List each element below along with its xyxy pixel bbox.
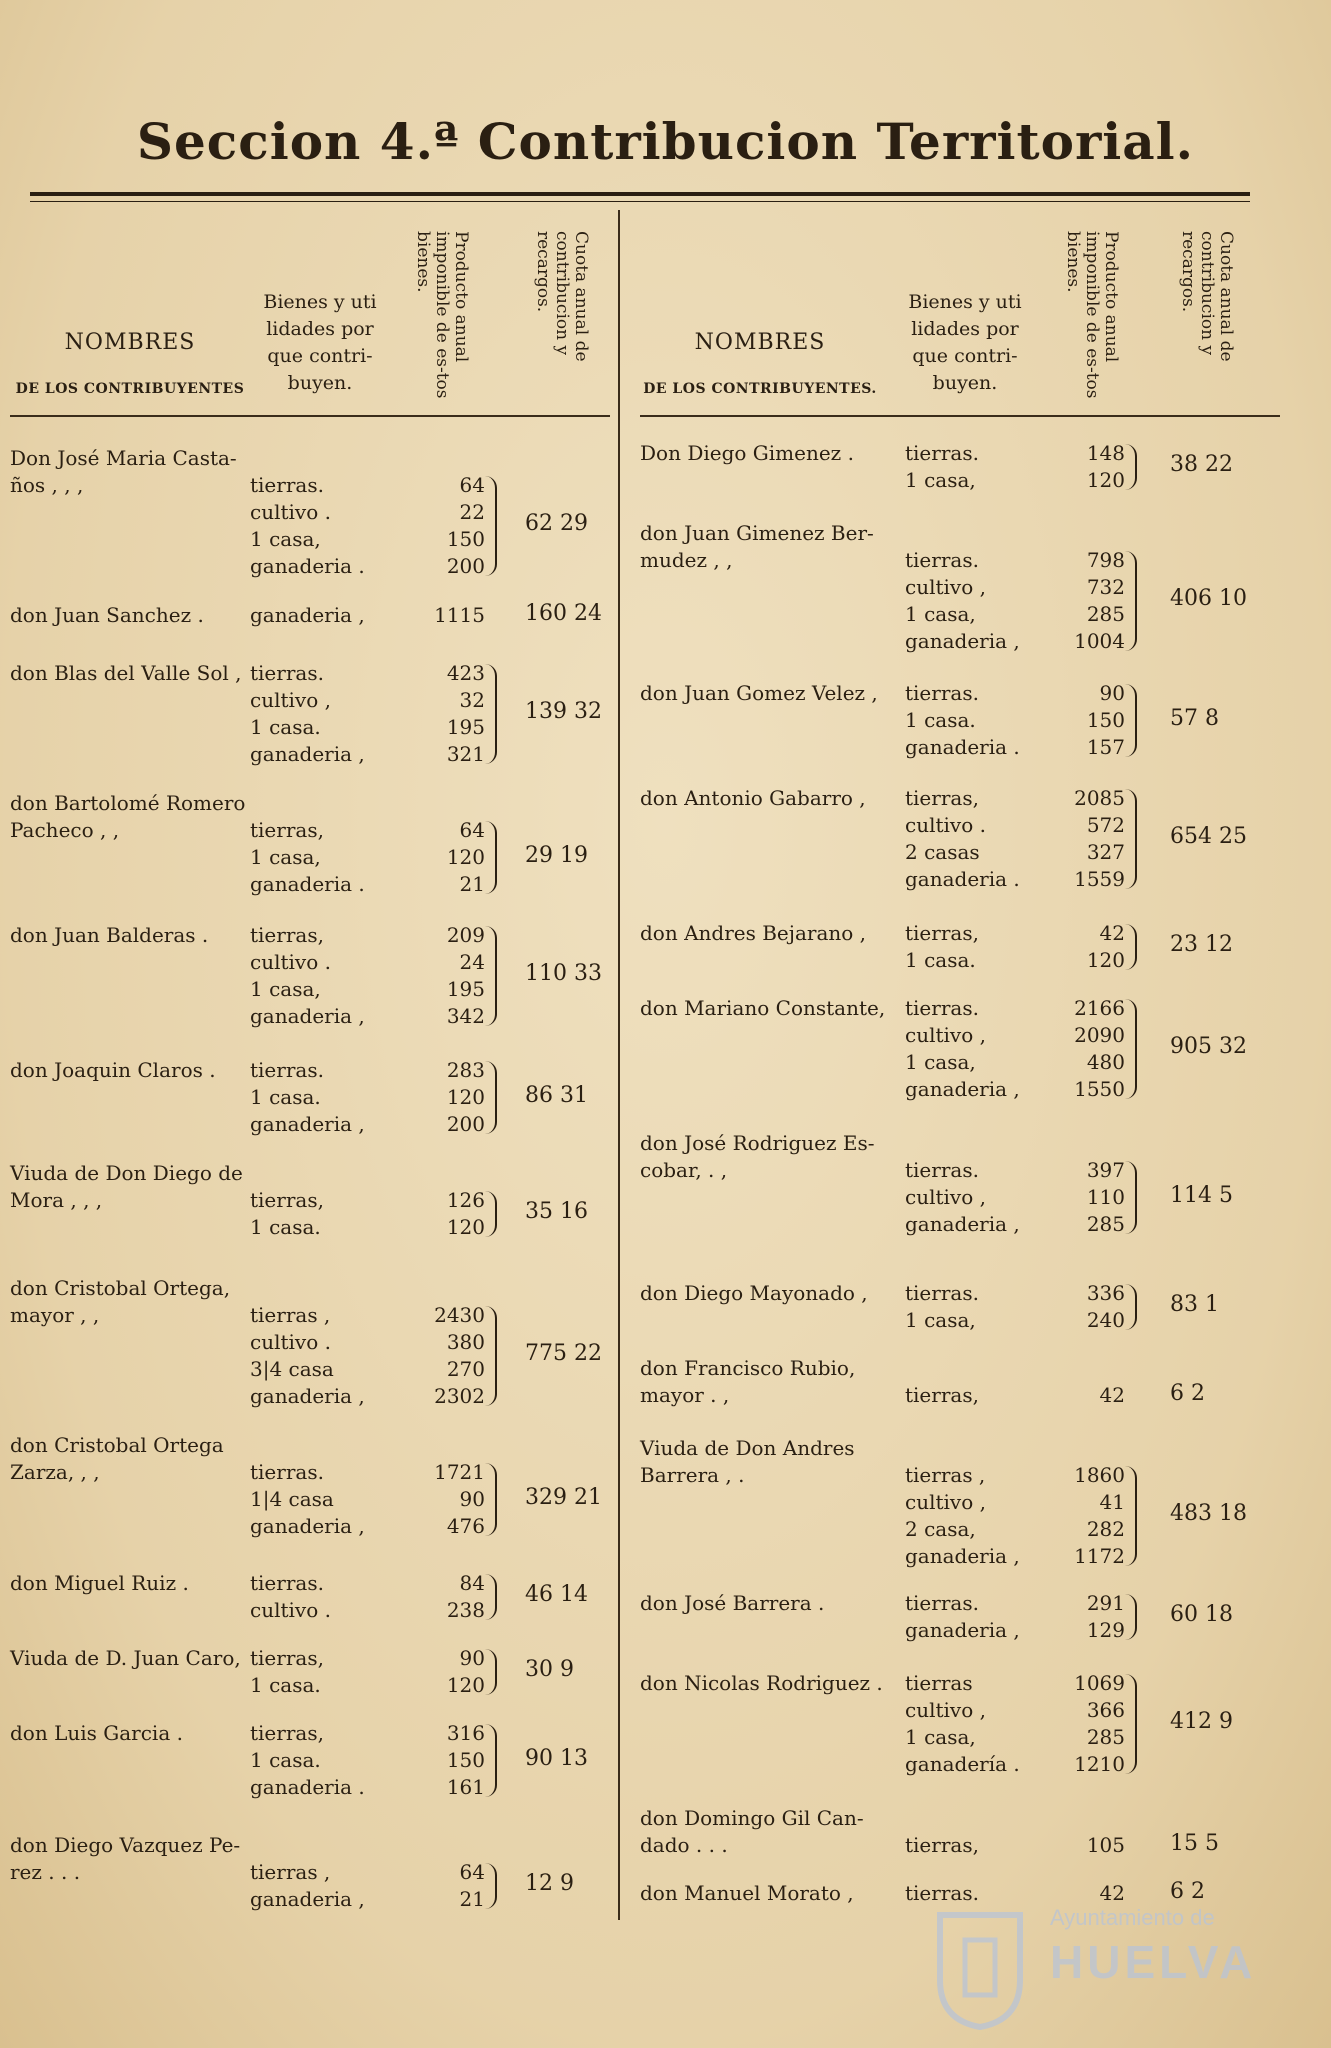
- taxpayer-name: don Bartolomé Romero: [10, 791, 246, 815]
- property-item: tierras.: [250, 661, 324, 685]
- property-value: 84: [459, 1571, 485, 1595]
- property-item: cultivo ,: [905, 1698, 986, 1722]
- property-value: 327: [1086, 840, 1125, 864]
- cuota-value: 412 9: [1170, 1709, 1233, 1734]
- taxpayer-name: don Cristobal Ortega,: [10, 1276, 231, 1300]
- property-item: 1 casa,: [905, 1050, 976, 1074]
- property-value: 195: [446, 977, 485, 1001]
- names-header-bottom: DE LOS CONTRIBUYENTES: [15, 381, 245, 397]
- property-item: 1 casa,: [250, 977, 321, 1001]
- property-value: 150: [446, 527, 485, 551]
- cuota-value: 46 14: [525, 1582, 588, 1607]
- cuota-value: 160 24: [525, 600, 602, 626]
- property-item: ganaderia ,: [905, 1077, 1020, 1101]
- property-value: 1860: [1074, 1463, 1125, 1487]
- property-item: ganaderia .: [905, 735, 1020, 759]
- property-value: 120: [1086, 948, 1125, 972]
- property-item: 2 casa,: [905, 1517, 976, 1541]
- page-title: Seccion 4.ª Contribucion Territorial.: [136, 112, 1195, 171]
- property-item: tierras.: [250, 473, 324, 497]
- property-value: 148: [1086, 441, 1125, 465]
- seal-icon: [930, 1905, 1030, 2030]
- property-item: tierras,: [250, 818, 324, 842]
- taxpayer-name: Viuda de Don Diego de: [10, 1161, 243, 1185]
- property-value: 1172: [1074, 1544, 1125, 1568]
- value-brace: [1125, 789, 1137, 889]
- property-item: tierras ,: [905, 1463, 986, 1487]
- property-value: 240: [1086, 1308, 1125, 1332]
- value-brace: [485, 1306, 497, 1406]
- names-header-top: NOMBRES: [64, 330, 196, 355]
- property-value: 150: [1086, 708, 1125, 732]
- bienes-header: [250, 289, 390, 397]
- property-value: 291: [1086, 1591, 1125, 1615]
- property-item: ganaderia ,: [250, 1887, 365, 1911]
- bienes-header-line: que contri-: [267, 345, 373, 367]
- taxpayer-name: don Francisco Rubio,: [640, 1356, 856, 1380]
- property-item: 1 casa.: [250, 715, 321, 739]
- property-value: 1004: [1074, 629, 1125, 653]
- cuota-value: 35 16: [525, 1199, 588, 1224]
- taxpayer-name: don Diego Mayonado ,: [640, 1281, 868, 1305]
- property-value: 195: [446, 715, 485, 739]
- property-value: 90: [459, 1646, 485, 1670]
- taxpayer-name: don José Rodriguez Es-: [640, 1131, 875, 1155]
- property-value: 200: [446, 554, 485, 578]
- property-value: 2166: [1074, 996, 1125, 1020]
- property-item: tierras ,: [250, 1303, 331, 1327]
- taxpayer-name: mayor , ,: [10, 1303, 100, 1327]
- property-value: 42: [1099, 921, 1125, 945]
- property-value: 64: [459, 818, 485, 842]
- property-item: ganaderia ,: [250, 1514, 365, 1538]
- names-header-top: NOMBRES: [694, 330, 826, 355]
- bienes-header-line: buyen.: [932, 372, 998, 394]
- property-item: tierras,: [250, 1188, 324, 1212]
- taxpayer-name: don Juan Gomez Velez ,: [640, 681, 878, 705]
- property-item: tierras.: [905, 681, 979, 705]
- property-item: tierras,: [905, 921, 979, 945]
- property-item: ganaderia ,: [250, 1384, 365, 1408]
- property-item: cultivo .: [250, 1330, 331, 1354]
- value-brace: [1125, 924, 1137, 970]
- taxpayer-name: don Blas del Valle Sol ,: [10, 661, 242, 685]
- taxpayer-name: Viuda de D. Juan Caro,: [10, 1646, 241, 1670]
- property-item: ganaderia .: [250, 872, 365, 896]
- taxpayer-name: don Juan Gimenez Ber-: [640, 521, 874, 545]
- cuota-value: 60 18: [1170, 1602, 1233, 1627]
- property-item: 2 casas: [905, 840, 980, 864]
- property-item: tierras.: [250, 1058, 324, 1082]
- property-item: tierras.: [250, 1460, 324, 1484]
- property-item: 1 casa,: [250, 845, 321, 869]
- property-value: 21: [459, 872, 485, 896]
- property-value: 41: [1099, 1490, 1125, 1514]
- property-value: 64: [459, 473, 485, 497]
- bienes-header-line: que contri-: [912, 345, 1018, 367]
- property-value: 321: [446, 742, 485, 766]
- property-item: 1 casa,: [905, 468, 976, 492]
- property-item: 1 casa,: [905, 1308, 976, 1332]
- property-value: 42: [1099, 1881, 1125, 1905]
- property-value: 270: [446, 1357, 485, 1381]
- property-value: 1559: [1074, 867, 1125, 891]
- property-item: 1 casa.: [250, 1673, 321, 1697]
- cuota-value: 90 13: [525, 1745, 588, 1771]
- value-brace: [1125, 1594, 1137, 1640]
- property-value: 200: [446, 1112, 485, 1136]
- property-item: 1|4 casa: [250, 1487, 334, 1511]
- property-value: 2090: [1074, 1023, 1125, 1047]
- cuota-value: 6 2: [1170, 1878, 1205, 1904]
- property-item: tierras,: [250, 1646, 324, 1670]
- cuota-value: 114 5: [1170, 1182, 1233, 1208]
- property-item: ganaderia ,: [250, 1112, 365, 1136]
- property-item: 1 casa.: [905, 948, 976, 972]
- cuota-value: 654 25: [1170, 824, 1247, 849]
- property-item: 1 casa,: [250, 527, 321, 551]
- property-item: tierras.: [905, 996, 979, 1020]
- property-value: 209: [446, 923, 485, 947]
- property-item: cultivo .: [250, 500, 331, 524]
- cuota-value: 139 32: [525, 699, 602, 724]
- property-item: ganaderia ,: [905, 1212, 1020, 1236]
- property-item: tierras.: [905, 1281, 979, 1305]
- taxpayer-name: don Antonio Gabarro ,: [640, 786, 866, 810]
- property-value: 42: [1099, 1383, 1125, 1407]
- right-header: [640, 215, 1280, 417]
- property-value: 380: [446, 1330, 485, 1354]
- value-brace: [485, 926, 497, 1026]
- property-value: 120: [446, 1085, 485, 1109]
- taxpayer-name: don Luis Garcia .: [10, 1721, 183, 1745]
- property-value: 120: [446, 845, 485, 869]
- taxpayer-name: don Cristobal Ortega: [10, 1433, 224, 1457]
- taxpayer-name: don José Barrera .: [640, 1591, 825, 1615]
- value-brace: [1125, 1284, 1137, 1330]
- taxpayer-name: Pacheco , ,: [10, 818, 120, 842]
- names-header: [10, 330, 250, 397]
- property-item: ganadería .: [905, 1752, 1020, 1776]
- property-value: 336: [1086, 1281, 1125, 1305]
- property-item: cultivo ,: [905, 1023, 986, 1047]
- cuota-value: 110 33: [525, 961, 602, 986]
- property-value: 798: [1086, 548, 1125, 572]
- property-item: ganaderia ,: [250, 1004, 365, 1028]
- title-rule: [30, 192, 1250, 196]
- property-item: 1 casa.: [250, 1215, 321, 1239]
- stamp-line-1: Ayuntamiento de: [1050, 1905, 1215, 1930]
- property-item: tierras.: [905, 1158, 979, 1182]
- taxpayer-name: don Juan Sanchez .: [10, 603, 204, 627]
- library-stamp: [930, 1905, 1260, 2035]
- taxpayer-name: Don José Maria Casta-: [10, 446, 237, 470]
- taxpayer-name: Don Diego Gimenez .: [640, 441, 854, 465]
- cuota-value: 83 1: [1170, 1292, 1219, 1317]
- property-value: 285: [1086, 1212, 1125, 1236]
- value-brace: [485, 821, 497, 894]
- taxpayer-name: don Joaquin Claros .: [10, 1058, 216, 1082]
- cuota-value: 86 31: [525, 1082, 588, 1108]
- property-item: ganaderia ,: [905, 1544, 1020, 1568]
- property-value: 342: [446, 1004, 485, 1028]
- property-value: 120: [446, 1215, 485, 1239]
- property-item: ganaderia .: [250, 1775, 365, 1799]
- taxpayer-name: don Domingo Gil Can-: [640, 1806, 864, 1830]
- property-value: 316: [446, 1721, 485, 1745]
- value-brace: [485, 476, 497, 576]
- property-value: 285: [1086, 1725, 1125, 1749]
- producto-header: Producto anual imponible de es-tos bienes.: [1063, 231, 1121, 399]
- taxpayer-name: ños , , ,: [10, 473, 84, 497]
- value-brace: [1125, 1674, 1137, 1774]
- property-value: 22: [459, 500, 485, 524]
- property-item: tierras.: [905, 1591, 979, 1615]
- cuota-value: 775 22: [525, 1341, 602, 1366]
- property-item: 1 casa.: [250, 1748, 321, 1772]
- property-item: tierras,: [250, 923, 324, 947]
- property-value: 161: [446, 1775, 485, 1799]
- taxpayer-name: don Andres Bejarano ,: [640, 921, 867, 945]
- property-item: 1 casa,: [905, 602, 976, 626]
- left-header: [10, 215, 610, 417]
- value-brace: [1125, 444, 1137, 490]
- bienes-header: [895, 289, 1035, 397]
- cuota-value: 905 32: [1170, 1034, 1247, 1059]
- property-value: 732: [1086, 575, 1125, 599]
- taxpayer-name: dado . . .: [640, 1833, 728, 1857]
- title-rule-thin: [30, 201, 1250, 202]
- value-brace: [1125, 551, 1137, 651]
- taxpayer-name: don Juan Balderas .: [10, 923, 209, 947]
- value-brace: [485, 1724, 497, 1797]
- value-brace: [485, 1863, 497, 1909]
- property-value: 476: [446, 1514, 485, 1538]
- value-brace: [485, 1191, 497, 1237]
- taxpayer-name: Barrera , .: [640, 1463, 745, 1487]
- cuota-value: 406 10: [1170, 586, 1247, 611]
- bienes-header-line: lidades por: [911, 318, 1019, 340]
- value-brace: [485, 1574, 497, 1620]
- property-value: 64: [459, 1860, 485, 1884]
- cuota-value: 38 22: [1170, 452, 1233, 477]
- property-value: 90: [1099, 681, 1125, 705]
- cuota-value: 23 12: [1170, 932, 1233, 957]
- taxpayer-name: rez . . .: [10, 1860, 81, 1884]
- taxpayer-name: don Nicolas Rodriguez .: [640, 1671, 883, 1695]
- property-item: tierras.: [905, 1881, 979, 1905]
- value-brace: [485, 1649, 497, 1695]
- property-value: 21: [459, 1887, 485, 1911]
- taxpayer-name: cobar, . ,: [640, 1158, 728, 1182]
- cuota-value: 57 8: [1170, 705, 1219, 731]
- property-value: 150: [446, 1748, 485, 1772]
- property-value: 24: [459, 950, 485, 974]
- cuota-value: 329 21: [525, 1484, 602, 1510]
- value-brace: [1125, 1466, 1137, 1566]
- value-brace: [485, 1463, 497, 1536]
- property-item: tierras.: [905, 548, 979, 572]
- property-item: cultivo .: [250, 950, 331, 974]
- bienes-header-line: buyen.: [287, 372, 353, 394]
- property-value: 1115: [434, 603, 485, 627]
- cuota-value: 30 9: [525, 1657, 574, 1682]
- taxpayer-name: Mora , , ,: [10, 1188, 103, 1212]
- value-brace: [485, 664, 497, 764]
- property-item: cultivo ,: [905, 1490, 986, 1514]
- property-item: 1 casa,: [905, 1725, 976, 1749]
- value-brace: [1125, 684, 1137, 757]
- names-header: [640, 330, 880, 397]
- property-value: 283: [446, 1058, 485, 1082]
- property-item: tierras.: [250, 1571, 324, 1595]
- property-value: 157: [1086, 735, 1125, 759]
- property-value: 105: [1086, 1833, 1125, 1857]
- property-item: ganaderia .: [250, 554, 365, 578]
- value-brace: [485, 1061, 497, 1134]
- property-item: 1 casa.: [250, 1085, 321, 1109]
- producto-header: Producto anual imponible de es-tos bienes.: [413, 231, 471, 399]
- property-value: 285: [1086, 602, 1125, 626]
- property-value: 1550: [1074, 1077, 1125, 1101]
- taxpayer-name: mayor . ,: [640, 1383, 730, 1407]
- property-value: 238: [446, 1598, 485, 1622]
- property-value: 366: [1086, 1698, 1125, 1722]
- taxpayer-name: don Mariano Constante,: [640, 996, 886, 1020]
- property-value: 480: [1086, 1050, 1125, 1074]
- cuota-header: Cuota anual de contribucion y recargos.: [533, 231, 591, 362]
- property-item: 3|4 casa: [250, 1357, 334, 1381]
- property-item: tierras: [905, 1671, 973, 1695]
- cuota-value: 62 29: [525, 511, 588, 536]
- taxpayer-name: don Miguel Ruiz .: [10, 1571, 189, 1595]
- property-value: 2085: [1074, 786, 1125, 810]
- property-item: tierras ,: [250, 1860, 331, 1884]
- property-value: 90: [459, 1487, 485, 1511]
- taxpayer-name: Viuda de Don Andres: [640, 1436, 855, 1460]
- property-item: cultivo ,: [250, 688, 331, 712]
- property-item: ganaderia ,: [905, 629, 1020, 653]
- cuota-value: 6 2: [1170, 1380, 1205, 1406]
- property-value: 120: [1086, 468, 1125, 492]
- left-table: [10, 215, 610, 1911]
- property-value: 32: [459, 688, 485, 712]
- property-item: cultivo ,: [905, 575, 986, 599]
- cuota-value: 12 9: [525, 1871, 574, 1896]
- property-value: 129: [1086, 1618, 1125, 1642]
- property-item: ganaderia ,: [250, 742, 365, 766]
- taxpayer-name: mudez , ,: [640, 548, 733, 572]
- cuota-value: 29 19: [525, 842, 588, 868]
- property-item: tierras,: [905, 1833, 979, 1857]
- property-value: 120: [446, 1673, 485, 1697]
- bienes-header-line: Bienes y uti: [908, 291, 1022, 313]
- property-item: tierras.: [905, 441, 979, 465]
- property-value: 1069: [1074, 1671, 1125, 1695]
- property-item: ganaderia ,: [905, 1618, 1020, 1642]
- property-item: cultivo ,: [905, 1185, 986, 1209]
- taxpayer-name: Zarza, , ,: [10, 1460, 100, 1484]
- taxpayer-name: don Manuel Morato ,: [640, 1881, 854, 1905]
- cuota-value: 483 18: [1170, 1501, 1247, 1526]
- property-item: ganaderia .: [905, 867, 1020, 891]
- cuota-header: Cuota anual de contribucion y recargos.: [1178, 231, 1236, 362]
- names-header-bottom: DE LOS CONTRIBUYENTES.: [643, 381, 877, 397]
- taxpayer-name: don Diego Vazquez Pe-: [10, 1833, 241, 1857]
- property-item: cultivo .: [905, 813, 986, 837]
- column-separator: [618, 210, 620, 1920]
- property-value: 126: [446, 1188, 485, 1212]
- stamp-line-2: HUELVA: [1050, 1936, 1257, 1988]
- property-value: 2302: [434, 1384, 485, 1408]
- property-value: 110: [1086, 1185, 1125, 1209]
- value-brace: [1125, 999, 1137, 1099]
- property-item: tierras,: [905, 1383, 979, 1407]
- property-item: tierras,: [250, 1721, 324, 1745]
- property-item: tierras,: [905, 786, 979, 810]
- property-item: ganaderia ,: [250, 603, 365, 627]
- property-item: cultivo .: [250, 1598, 331, 1622]
- property-value: 2430: [434, 1303, 485, 1327]
- bienes-header-line: Bienes y uti: [263, 291, 377, 313]
- property-value: 572: [1086, 813, 1125, 837]
- property-value: 282: [1086, 1517, 1125, 1541]
- right-table: [640, 215, 1280, 1905]
- cuota-value: 15 5: [1170, 1830, 1219, 1856]
- property-item: 1 casa.: [905, 708, 976, 732]
- property-value: 1721: [434, 1460, 485, 1484]
- bienes-header-line: lidades por: [266, 318, 374, 340]
- property-value: 1210: [1074, 1752, 1125, 1776]
- property-value: 423: [446, 661, 485, 685]
- value-brace: [1125, 1161, 1137, 1234]
- property-value: 397: [1086, 1158, 1125, 1182]
